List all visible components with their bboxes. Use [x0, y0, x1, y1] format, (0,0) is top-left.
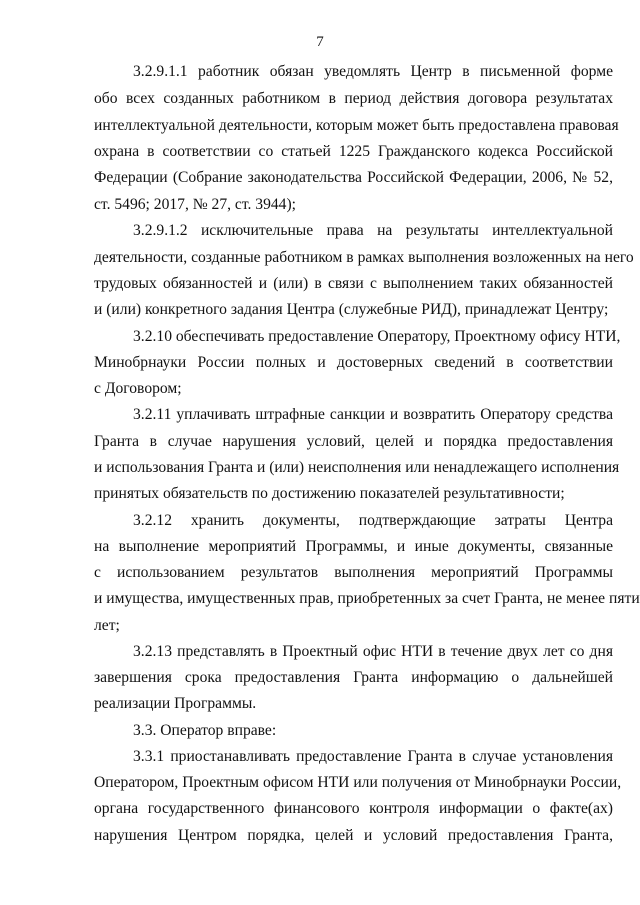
paragraph-3-3-1-line-1: 3.3.1 приостанавливать предоставление Гранта в случае установления [133, 748, 613, 765]
paragraph-3-2-12-line-2: на выполнение мероприятий Программы, и иные документы, связанные [94, 538, 613, 555]
paragraph-3-2-10-line-2: Минобрнауки России полных и достоверных сведений в соответствии [94, 354, 613, 371]
paragraph-3-3-line-1: 3.3. Оператор вправе: [133, 722, 277, 739]
paragraph-3-2-9-1-1-line-3: интеллектуальной деятельности, которым может быть предоставлена правовая [94, 117, 619, 134]
paragraph-3-2-11-line-3: и использования Гранта и (или) неисполнения или ненадлежащего исполнения [94, 459, 620, 476]
paragraph-3-2-13-line-3: реализации Программы. [94, 695, 257, 712]
paragraph-3-2-13-line-2: завершения срока предоставления Гранта информацию о дальнейшей [94, 669, 613, 686]
paragraph-3-2-12-line-5: лет; [94, 617, 120, 634]
paragraph-3-2-9-1-1-line-5: Федерации (Собрание законодательства Российской Федерации, 2006, № 52, [94, 169, 613, 186]
page-number: 7 [316, 34, 324, 50]
paragraph-3-2-11-line-2: Гранта в случае нарушения условий, целей и порядка предоставления [94, 433, 613, 450]
paragraph-3-3-1-line-4: нарушения Центром порядка, целей и условий предоставления Гранта, [94, 827, 613, 844]
paragraph-3-2-9-1-2-line-2: деятельности, созданные работником в рамках выполнения возложенных на него [94, 249, 634, 266]
paragraph-3-2-12-line-1: 3.2.12 хранить документы, подтверждающие затраты Центра [133, 512, 613, 529]
paragraph-3-2-9-1-1-line-4: охрана в соответствии со статьей 1225 Гражданского кодекса Российской [94, 143, 613, 160]
paragraph-3-3-1-line-3: органа государственного финансового контроля информации о факте(ах) [94, 800, 613, 817]
paragraph-3-2-11-line-4: принятых обязательств по достижению показателей результативности; [94, 485, 565, 502]
paragraph-3-2-11-line-1: 3.2.11 уплачивать штрафные санкции и возвратить Оператору средства [133, 406, 613, 423]
paragraph-3-2-9-1-2-line-1: 3.2.9.1.2 исключительные права на результаты интеллектуальной [133, 222, 613, 239]
paragraph-3-3-1-line-2: Оператором, Проектным офисом НТИ или получения от Минобрнауки России, [94, 774, 622, 791]
paragraph-3-2-12-line-4: и имущества, имущественных прав, приобретенных за счет Гранта, не менее пяти [94, 590, 640, 607]
paragraph-3-2-9-1-1-line-2: обо всех созданных работником в период действия договора результатах [94, 90, 613, 107]
paragraph-3-2-10-line-1: 3.2.10 обеспечивать предоставление Оператору, Проектному офису НТИ, [133, 328, 621, 345]
paragraph-3-2-9-1-2-line-3: трудовых обязанностей и (или) в связи с выполнением таких обязанностей [94, 275, 613, 292]
paragraph-3-2-9-1-2-line-4: и (или) конкретного задания Центра (служебные РИД), принадлежат Центру; [94, 301, 609, 318]
paragraph-3-2-9-1-1-line-6: ст. 5496; 2017, № 27, ст. 3944); [94, 196, 297, 213]
paragraph-3-2-13-line-1: 3.2.13 представлять в Проектный офис НТИ в течение двух лет со дня [133, 643, 613, 660]
paragraph-3-2-9-1-1-line-1: 3.2.9.1.1 работник обязан уведомлять Центр в письменной форме [133, 63, 613, 80]
paragraph-3-2-10-line-3: с Договором; [94, 380, 182, 397]
paragraph-3-2-12-line-3: с использованием результатов выполнения мероприятий Программы [94, 564, 613, 581]
